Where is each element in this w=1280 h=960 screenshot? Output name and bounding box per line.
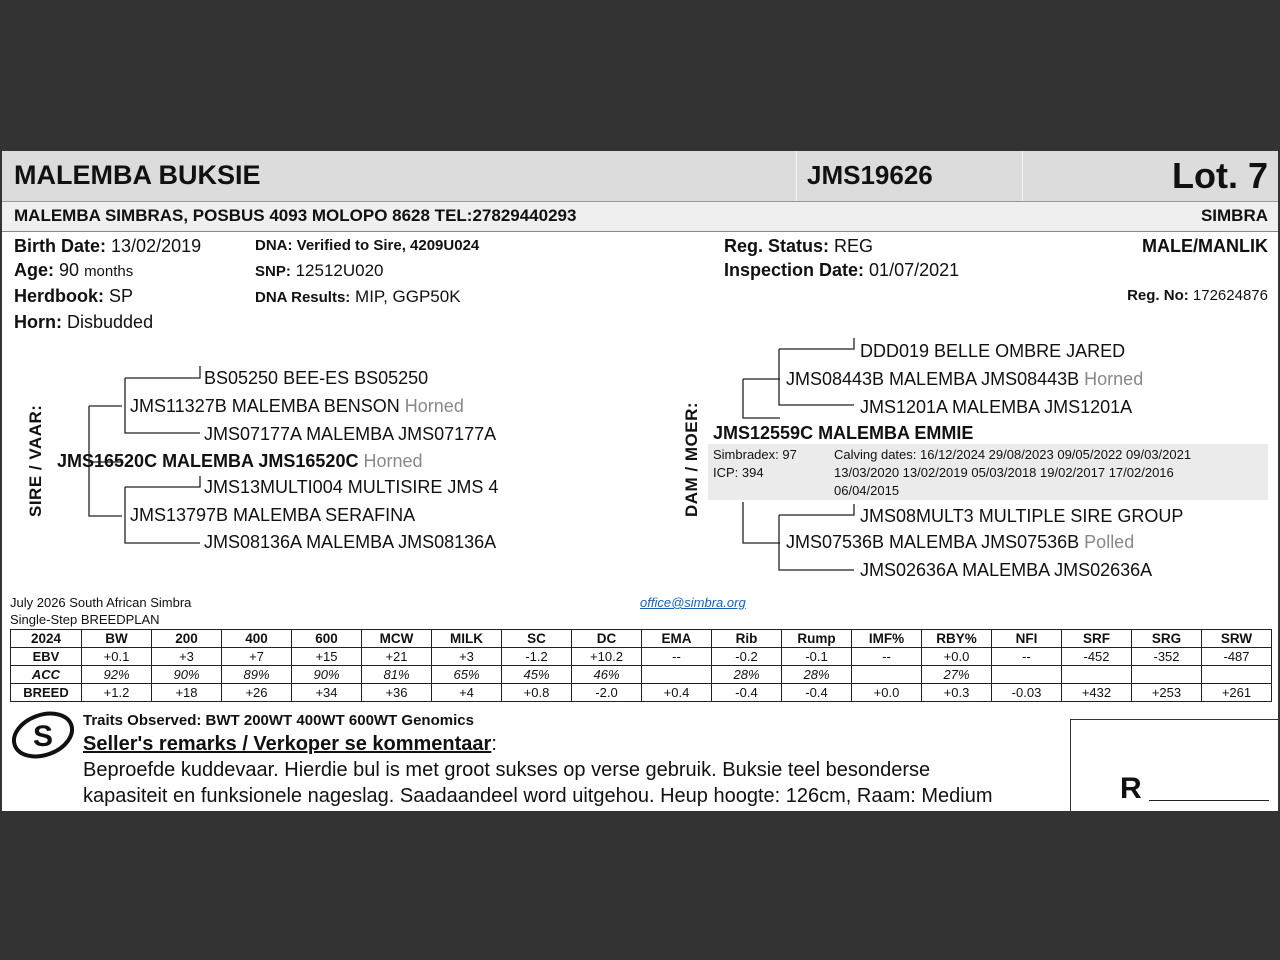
table-cell: +0.3	[922, 684, 992, 702]
table-cell: +7	[222, 648, 292, 666]
table-cell: -0.1	[782, 648, 852, 666]
table-cell: SRG	[1132, 630, 1202, 648]
price-prefix: R	[1120, 772, 1142, 805]
table-cell	[1062, 666, 1132, 684]
price-box	[1070, 719, 1278, 811]
table-cell: EMA	[642, 630, 712, 648]
sire-name: JMS16520C MALEMBA JMS16520C Horned	[57, 451, 423, 471]
table-cell: -2.0	[572, 684, 642, 702]
breed: SIMBRA	[1200, 206, 1268, 225]
logo-letter: S	[32, 720, 54, 753]
table-cell: +21	[362, 648, 432, 666]
simbra-logo-icon	[10, 709, 76, 761]
table-cell: -487	[1202, 648, 1272, 666]
remarks-line-1: Beproefde kuddevaar. Hierdie bul is met groot sukses op verse gebruik. Buksie teel besonderse	[83, 759, 931, 781]
herdbook: Herdbook: SP	[14, 286, 134, 306]
table-cell: -1.2	[502, 648, 572, 666]
reg-no: Reg. No: 172624876	[1127, 287, 1268, 304]
table-cell: 90%	[152, 666, 222, 684]
dam-sire-dam: JMS1201A MALEMBA JMS1201A	[860, 397, 1133, 417]
table-cell: +34	[292, 684, 362, 702]
table-cell	[852, 666, 922, 684]
table-cell: --	[642, 648, 712, 666]
table-cell: --	[852, 648, 922, 666]
dna-verification: DNA: Verified to Sire, 4209U024	[255, 237, 480, 254]
breed-row	[11, 684, 1272, 702]
table-cell: +0.4	[642, 684, 712, 702]
calving-dates-1: Calving dates: 16/12/2024 29/08/2023 09/05/2022 09/03/2021	[834, 447, 1192, 462]
ebv-method: Single-Step BREEDPLAN	[10, 612, 160, 627]
table-cell: 89%	[222, 666, 292, 684]
table-cell: +0.0	[922, 648, 992, 666]
table-cell: DC	[572, 630, 642, 648]
ebv-row	[11, 648, 1272, 666]
horn-status: Horn: Disbudded	[14, 312, 154, 332]
table-cell: NFI	[992, 630, 1062, 648]
sire-dam: JMS13797B MALEMBA SERAFINA	[130, 505, 416, 525]
table-cell	[642, 666, 712, 684]
table-cell: +10.2	[572, 648, 642, 666]
table-cell: 28%	[712, 666, 782, 684]
birth-date: Birth Date: 13/02/2019	[14, 236, 202, 256]
icp: ICP: 394	[713, 465, 764, 480]
inspection-date: Inspection Date: 01/07/2021	[724, 260, 960, 280]
table-cell: -0.4	[712, 684, 782, 702]
table-cell: 90%	[292, 666, 362, 684]
table-cell: -0.2	[712, 648, 782, 666]
table-cell: +0.0	[852, 684, 922, 702]
table-cell: +4	[432, 684, 502, 702]
row-label: BREED	[11, 684, 82, 702]
table-cell	[1202, 666, 1272, 684]
price-line[interactable]	[1149, 800, 1269, 801]
dam-dam: JMS07536B MALEMBA JMS07536B Polled	[786, 532, 1135, 552]
ebv-evaluation: July 2026 South African Simbra	[10, 595, 192, 610]
table-cell: Rump	[782, 630, 852, 648]
table-cell: 28%	[782, 666, 852, 684]
table-cell: +253	[1132, 684, 1202, 702]
email-link[interactable]: office@simbra.org	[640, 595, 746, 610]
table-cell	[1132, 666, 1202, 684]
calving-dates-3: 06/04/2015	[834, 483, 900, 498]
acc-row	[11, 666, 1272, 684]
dam-sire-sire: DDD019 BELLE OMBRE JARED	[860, 341, 1126, 361]
table-cell: 81%	[362, 666, 432, 684]
dam-sire: JMS08443B MALEMBA JMS08443B Horned	[786, 369, 1144, 389]
table-cell: 92%	[82, 666, 152, 684]
table-cell: 600	[292, 630, 362, 648]
table-cell: 65%	[432, 666, 502, 684]
table-cell: MILK	[432, 630, 502, 648]
remarks-line-2: kapasiteit en funksionele nageslag. Saadaandeel word uitgehou. Heup hoogte: 126cm, Raam: Medium	[83, 785, 993, 807]
table-cell: BW	[82, 630, 152, 648]
table-cell	[992, 666, 1062, 684]
calving-dates-2: 13/03/2020 13/02/2019 05/03/2018 19/02/2017 17/02/2016	[834, 465, 1174, 480]
dam-side-label: DAM / MOER:	[682, 401, 701, 517]
sire-sire-dam: JMS07177A MALEMBA JMS07177A	[204, 424, 497, 444]
table-cell: 45%	[502, 666, 572, 684]
table-cell: SC	[502, 630, 572, 648]
lot-card	[2, 151, 1278, 811]
age: Age: 90 months	[14, 260, 134, 280]
sire-sire-sire: BS05250 BEE-ES BS05250	[204, 368, 429, 388]
traits-observed: Traits Observed: BWT 200WT 400WT 600WT Genomics	[83, 712, 474, 729]
table-cell: -452	[1062, 648, 1132, 666]
table-cell: +18	[152, 684, 222, 702]
dam-name: JMS12559C MALEMBA EMMIE	[713, 423, 974, 443]
table-cell: +3	[432, 648, 502, 666]
table-cell: RBY%	[922, 630, 992, 648]
sex: MALE/MANLIK	[1142, 236, 1268, 256]
table-cell: +0.1	[82, 648, 152, 666]
sire-dam-sire: JMS13MULTI004 MULTISIRE JMS 4	[204, 477, 499, 497]
dna-results: DNA Results: MIP, GGP50K	[255, 287, 461, 306]
simbradex: Simbradex: 97	[713, 447, 797, 462]
table-cell: +0.8	[502, 684, 572, 702]
lot-number: Lot. 7	[1172, 155, 1268, 196]
dam-dam-dam: JMS02636A MALEMBA JMS02636A	[860, 560, 1153, 580]
table-cell: +432	[1062, 684, 1132, 702]
sire-sire: JMS11327B MALEMBA BENSON Horned	[130, 396, 464, 416]
table-cell: --	[992, 648, 1062, 666]
reg-status: Reg. Status: REG	[724, 236, 874, 256]
table-cell: +3	[152, 648, 222, 666]
table-cell: +36	[362, 684, 432, 702]
sire-dam-dam: JMS08136A MALEMBA JMS08136A	[204, 532, 497, 552]
sire-side-label: SIRE / VAAR:	[26, 404, 45, 517]
table-cell: 46%	[572, 666, 642, 684]
table-cell: +26	[222, 684, 292, 702]
animal-id: JMS19626	[807, 160, 933, 190]
row-label: 2024	[11, 630, 82, 648]
table-cell: +261	[1202, 684, 1272, 702]
snp: SNP: 12512U020	[255, 261, 384, 280]
table-cell: 400	[222, 630, 292, 648]
table-cell: +1.2	[82, 684, 152, 702]
ebv-table	[10, 629, 1272, 702]
table-cell: -0.4	[782, 684, 852, 702]
table-cell: -0.03	[992, 684, 1062, 702]
table-cell: 200	[152, 630, 222, 648]
table-cell: MCW	[362, 630, 432, 648]
ebv-header-row	[11, 630, 1272, 648]
table-cell: +15	[292, 648, 362, 666]
row-label: EBV	[11, 648, 82, 666]
row-label: ACC	[11, 666, 82, 684]
table-cell: 27%	[922, 666, 992, 684]
table-cell: -352	[1132, 648, 1202, 666]
animal-name: MALEMBA BUKSIE	[14, 160, 261, 190]
table-cell: SRW	[1202, 630, 1272, 648]
remarks-title: Seller's remarks / Verkoper se kommentaar:	[83, 733, 497, 755]
table-cell: IMF%	[852, 630, 922, 648]
table-cell: SRF	[1062, 630, 1132, 648]
dam-dam-sire: JMS08MULT3 MULTIPLE SIRE GROUP	[860, 506, 1184, 526]
table-cell: Rib	[712, 630, 782, 648]
breeder-info: MALEMBA SIMBRAS, POSBUS 4093 MOLOPO 8628 TEL:27829440293	[14, 206, 577, 225]
